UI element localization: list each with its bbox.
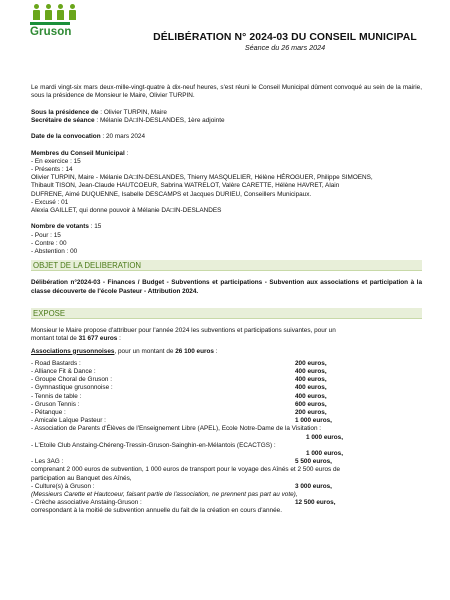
votants-contre: - Contre : 00: [31, 239, 67, 247]
culture-row: [31, 483, 422, 491]
assoc-end: :: [213, 347, 218, 355]
culture-amount: 3 000 euros: [295, 482, 331, 490]
expose-heading: EXPOSE: [31, 308, 422, 319]
subsidy-list: [31, 360, 422, 426]
culture-amount-wrap: [295, 483, 422, 491]
membres-names-3: DUFRENE, Aimé DUQUENNE, Isabelle DESCAMPS et Jacques DURIEU, Conseillers Municipaux.: [31, 190, 312, 198]
subsidy-row: [31, 368, 422, 376]
intro-paragraph: Le mardi vingt-six mars deux-mille-vingt-quatre à dix-neuf heures, s'est réuni le Conseil Municipal dûment convoqué au sein de la mairie, sous la présidence de Monsieur le Maire, Olivier TURPIN.: [31, 84, 422, 100]
votants-label: Nombre de votants: [31, 223, 89, 231]
membres-pouvoir: Alexia GAILLET, qui donne pouvoir à Mélanie DA□IN-DESLANDES: [31, 207, 222, 214]
presidence-label: Sous la présidence de: [31, 108, 99, 116]
subsidy-label: - Alliance Fit & Dance :: [31, 367, 96, 375]
assoc-label: Associations grusonnoises: [31, 347, 115, 355]
convocation-value: : 20 mars 2024: [102, 133, 146, 141]
document-title: DÉLIBÉRATION N° 2024-03 DU CONSEIL MUNICIPAL: [153, 32, 417, 43]
logo-figures: [33, 4, 80, 20]
subsidy-label: - Road Bastards :: [31, 359, 81, 367]
subsidy-row: [31, 393, 422, 401]
creche-detail: correspondant à la moitié de subvention annuelle du fait de la création en cours d'année.: [31, 507, 282, 515]
subsidy-row: [31, 409, 422, 417]
subsidy-amount: 400 euros: [295, 392, 325, 400]
jag-label: - Les 3AG :: [31, 458, 64, 466]
membres-names-2: Thibault TISON, Jean-Claude HAUTCOEUR, Sabrina WATRELOT, Valère CARETTE, Hélène HAVRET, Alain: [31, 182, 340, 190]
subsidy-row: [31, 384, 422, 392]
votants-line: [31, 223, 422, 231]
secretaire-value: : Mélanie DA□IN-DESLANDES, 1ère adjointe: [96, 116, 225, 124]
votants-abstention: - Abstention : 00: [31, 248, 78, 255]
subsidy-amount-wrap: [295, 384, 422, 392]
subsidy-label: - Groupe Choral de Gruson :: [31, 376, 112, 384]
objet-heading: OBJET DE LA DELIBERATION: [31, 260, 422, 271]
apel-line: - Association de Parents d'Élèves de l'Enseignement Libre (APEL), Ecole Notre-Dame de la Visitation :: [31, 425, 322, 433]
subsidy-amount-wrap: [295, 368, 422, 376]
assoc-line: [31, 348, 422, 356]
subsidy-amount: 600 euros: [295, 400, 325, 408]
membres-colon: :: [124, 149, 129, 157]
membres-excuse: - Excusé : 01: [31, 198, 69, 206]
apel-amount: 1 000 euros,: [306, 433, 343, 441]
votants-value: : 15: [88, 223, 102, 231]
subsidy-amount: 200 euros: [295, 409, 325, 416]
votants-pour: - Pour : 15: [31, 231, 61, 239]
presidence-line: [31, 109, 422, 117]
gruson-logo: [30, 4, 80, 38]
logo-figure-icon: [33, 4, 40, 20]
subsidy-sep: ,: [324, 359, 327, 367]
creche-sep: ,: [333, 499, 336, 507]
subsidy-label: - Gruson Tennis :: [31, 400, 80, 408]
subsidy-label: - Gymnastique grusonnoise :: [31, 384, 113, 392]
jag-detail-1: comprenant 2 000 euros de subvention, 1 000 euros de transport pour le voyage des Aînés et 2 500 euros de: [31, 466, 341, 474]
jag-sep: ,: [330, 458, 332, 466]
subsidy-amount-wrap: [295, 409, 422, 417]
subsidy-sep: ,: [324, 400, 327, 408]
subsidy-row: [31, 401, 422, 409]
logo-bar: [30, 22, 70, 25]
culture-label: - Culture(s) à Gruson :: [31, 482, 95, 490]
subsidy-amount: 400 euros: [295, 367, 325, 375]
assoc-amount: 26 100 euros: [175, 347, 214, 355]
culture-note: (Messieurs Carette et Hautcoeur, faisant partie de l'association, ne prennent pas part au vote),: [31, 491, 298, 499]
membres-names-1: Olivier TURPIN, Maire - Mélanie DA□IN-DESLANDES, Thierry MASQUELIER, Hélène HÉROGUER, Philippe SIMOENS,: [31, 174, 373, 182]
subsidy-row: [31, 376, 422, 384]
subsidy-amount-wrap: [295, 393, 422, 401]
subsidy-sep: ,: [324, 376, 327, 384]
subsidy-row: [31, 360, 422, 368]
subsidy-sep: ,: [324, 384, 327, 392]
logo-figure-icon: [57, 4, 64, 20]
logo-name: Gruson: [30, 26, 72, 38]
membres-exercice: - En exercice : 15: [31, 157, 81, 165]
assoc-mid: , pour un montant de: [114, 347, 176, 355]
creche-amount: 12 500 euros: [295, 499, 334, 507]
secretaire-line: [31, 117, 422, 125]
subsidy-sep: ,: [324, 367, 327, 375]
jag-amount-wrap: [295, 458, 422, 466]
subsidy-amount-wrap: [295, 401, 422, 409]
subsidy-sep: ,: [324, 392, 327, 400]
subsidy-sep: ,: [324, 409, 327, 416]
creche-amount-wrap: [295, 499, 422, 507]
creche-row: [31, 499, 422, 507]
creche-label: - Crèche associative Anstaing-Gruson :: [31, 499, 142, 507]
expose-intro-1: Monsieur le Maire propose d'attribuer pour l'année 2024 les subventions et participations suivantes, pour un: [31, 327, 336, 335]
membres-label: Membres du Conseil Municipal: [31, 149, 125, 157]
expose-intro-2-end: :: [117, 335, 121, 343]
ecactgs-amount: 1 000 euros,: [306, 450, 343, 458]
subsidy-amount: 1 000 euros: [295, 417, 331, 425]
logo-figure-icon: [45, 4, 52, 20]
objet-text: Délibération n°2024-03 - Finances / Budget - Subventions et participations - Subvention aux associations et participation à la classe découverte de l'école Pasteur - Attribution 2024.: [31, 279, 422, 295]
subsidy-label: - Amicale Laïque Pasteur :: [31, 417, 106, 425]
subsidy-label: - Tennis de table :: [31, 392, 82, 400]
expose-intro-2-text: montant total de: [31, 335, 79, 343]
subsidy-label: - Pétanque :: [31, 409, 66, 416]
presidence-value: : Olivier TURPIN, Maire: [100, 108, 167, 116]
ecactgs-line: - L'Etoile Club Anstaing-Chéreng-Tressin-Gruson-Sainghin-en-Mélantois (ECACTGS) :: [31, 441, 276, 449]
expose-total: 31 677 euros: [78, 335, 118, 343]
jag-row: [31, 458, 422, 466]
culture-sep: ,: [330, 482, 332, 490]
jag-amount: 5 500 euros: [295, 458, 331, 466]
subsidy-amount: 400 euros: [295, 384, 325, 392]
convocation-label: Date de la convocation: [31, 133, 101, 141]
subsidy-sep: ,: [330, 417, 332, 425]
document-body: [31, 84, 422, 516]
subsidy-amount: 200 euros: [295, 359, 325, 367]
subsidy-amount: 400 euros: [295, 376, 325, 384]
expose-intro-2: [31, 335, 422, 343]
logo-figure-icon: [69, 4, 76, 20]
document-subtitle: Séance du 26 mars 2024: [244, 43, 326, 52]
membres-presents: - Présents : 14: [31, 165, 73, 173]
subsidy-amount-wrap: [295, 360, 422, 368]
secretaire-label: Secrétaire de séance: [31, 116, 95, 124]
convocation-line: [31, 133, 422, 141]
membres-line: [31, 150, 422, 158]
jag-detail-2: participation au Banquet des Aînés,: [31, 474, 132, 482]
subsidy-amount-wrap: [295, 376, 422, 384]
